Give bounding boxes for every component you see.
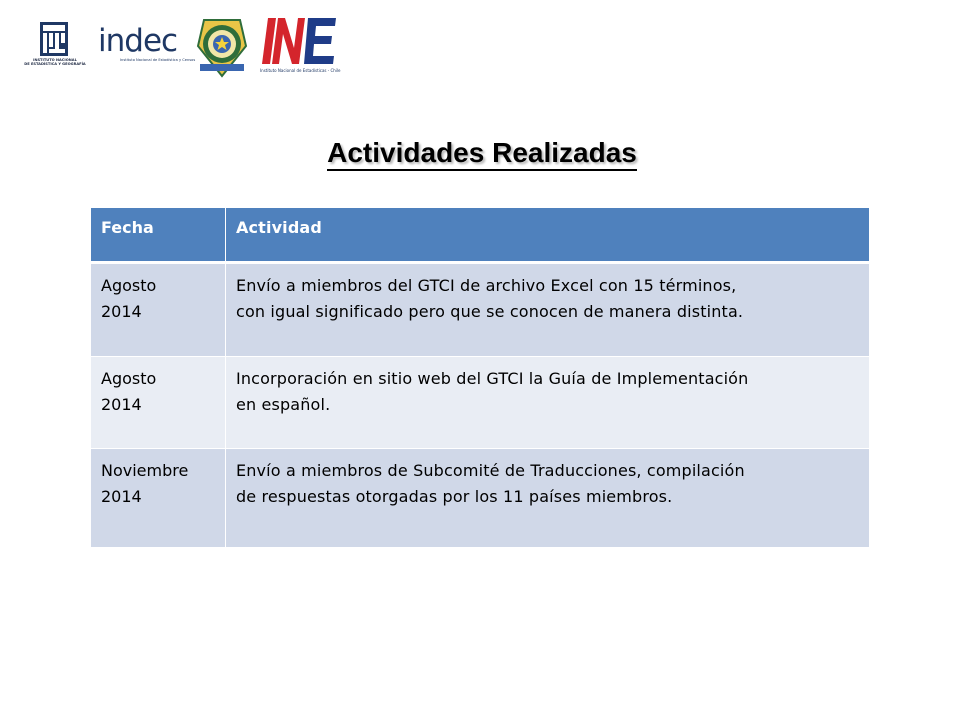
table-header-row <box>91 208 869 264</box>
ine-chile-logo <box>258 14 340 78</box>
slide-title <box>0 134 960 172</box>
activities-table <box>91 208 869 548</box>
slide-title-text: Actividades Realizadas <box>327 137 637 171</box>
header-activity: Actividad <box>236 218 322 237</box>
table-row <box>91 264 869 357</box>
inegi-caption: INSTITUTO NACIONAL DE ESTADÍSTICA Y GEOGRAFÍA <box>24 58 86 67</box>
indec-logo <box>98 23 196 66</box>
inegi-emblem-icon <box>40 22 68 56</box>
activity-cell: Envío a miembros de Subcomité de Traducciones, compilación de respuestas otorgadas por los 11 países miembros. <box>236 461 745 506</box>
activity-cell: Incorporación en sitio web del GTCI la Guía de Implementación en español. <box>236 369 749 414</box>
date-cell: Noviembre 2014 <box>91 449 226 547</box>
indec-wordmark: indec <box>98 23 178 59</box>
activity-cell: Envío a miembros del GTCI de archivo Excel con 15 términos, con igual significado pero que se conocen de manera distinta. <box>236 276 744 321</box>
statistics-seal-logo <box>196 16 248 78</box>
date-cell: Agosto 2014 <box>91 357 226 448</box>
header-date: Fecha <box>91 208 226 261</box>
indec-caption: Instituto Nacional de Estadística y Censos <box>120 58 196 62</box>
ine-wordmark-icon <box>258 14 340 68</box>
inegi-logo <box>24 22 86 72</box>
seal-emblem-icon <box>196 16 248 78</box>
table-row <box>91 449 869 548</box>
table-row <box>91 357 869 449</box>
ine-caption: Instituto Nacional de Estadísticas - Chile <box>260 68 341 73</box>
date-cell: Agosto 2014 <box>91 264 226 356</box>
